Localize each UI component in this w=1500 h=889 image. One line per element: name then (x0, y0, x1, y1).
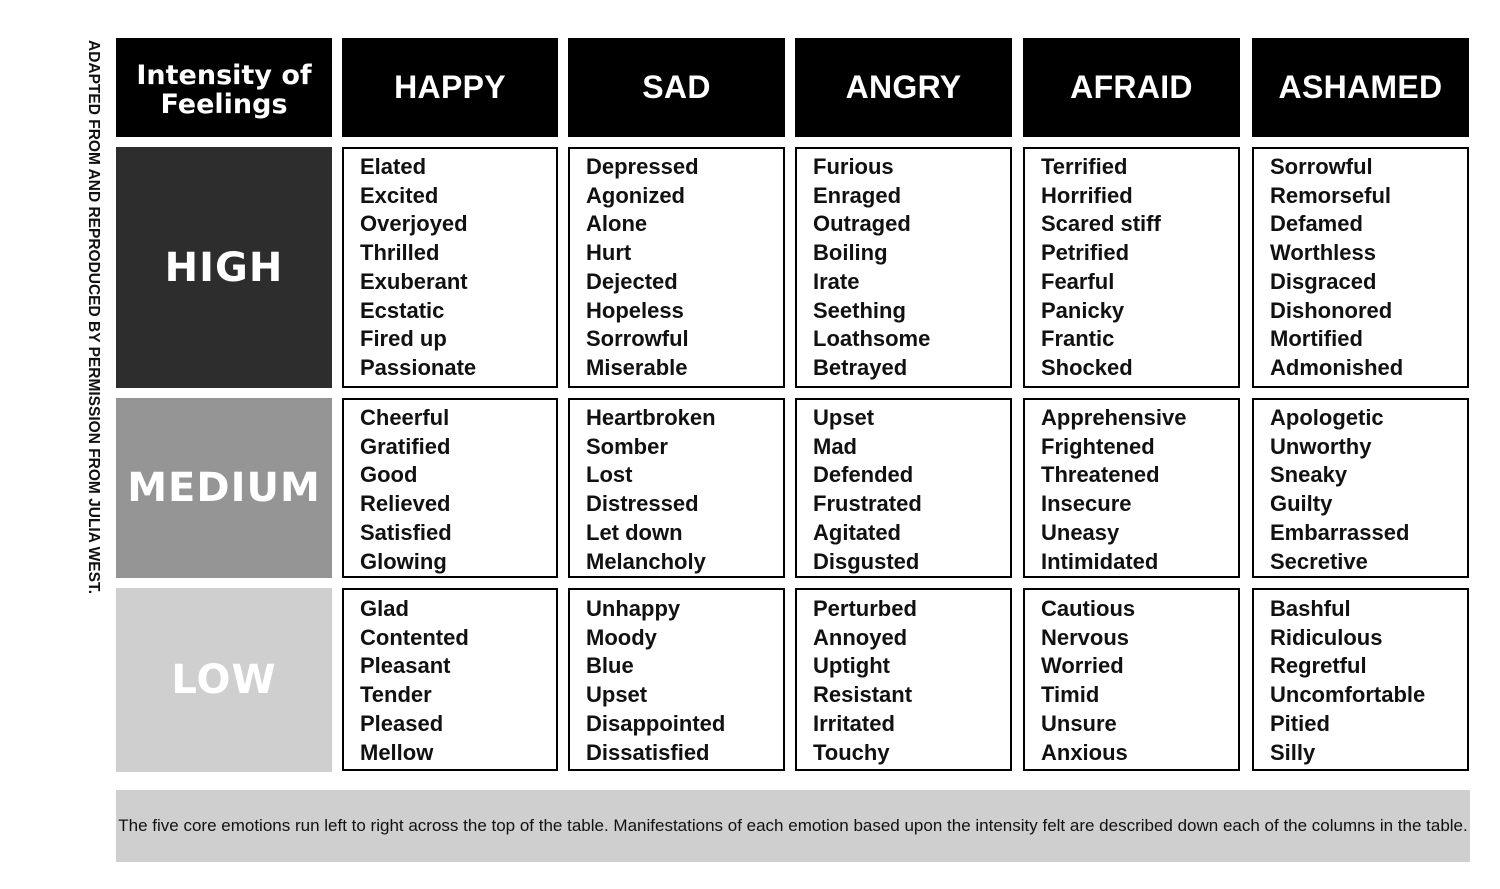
feeling-word: Admonished (1270, 354, 1404, 380)
word-box-medium-ashamed (1252, 398, 1469, 578)
feeling-word: Disgusted (813, 548, 920, 574)
feeling-word: Tender (360, 682, 432, 708)
feeling-word: Horrified (1041, 182, 1133, 208)
feeling-word: Disappointed (586, 710, 726, 736)
word-box-medium-sad (568, 398, 785, 578)
feeling-word: Let down (586, 519, 683, 545)
feeling-word: Melancholy (586, 548, 706, 574)
feeling-word: Irritated (813, 710, 895, 736)
feeling-word: Satisfied (360, 519, 452, 545)
word-box-low-happy (342, 588, 558, 771)
feeling-word: Miserable (586, 354, 688, 380)
feeling-word: Timid (1041, 682, 1100, 708)
feeling-word: Outraged (813, 211, 911, 237)
feeling-word: Agonized (586, 182, 685, 208)
word-list (813, 590, 1010, 767)
intensity-header: Intensity of Feelings (116, 38, 332, 137)
word-list (1041, 400, 1238, 576)
feeling-word: Intimidated (1041, 548, 1159, 574)
feeling-word: Hurt (586, 240, 632, 266)
feeling-word: Contented (360, 624, 469, 650)
feeling-word: Touchy (813, 739, 890, 765)
feeling-word: Panicky (1041, 297, 1125, 323)
feeling-word: Cheerful (360, 405, 450, 430)
emotion-header-happy: HAPPY (342, 38, 558, 137)
feeling-word: Agitated (813, 519, 901, 545)
feeling-word: Embarrassed (1270, 519, 1410, 545)
feeling-word: Mellow (360, 739, 434, 765)
word-box-high-afraid (1023, 147, 1240, 388)
feeling-word: Scared stiff (1041, 211, 1161, 237)
feeling-word: Insecure (1041, 491, 1132, 517)
feeling-word: Nervous (1041, 624, 1130, 650)
feeling-word: Enraged (813, 182, 902, 208)
intensity-label-high: HIGH (116, 147, 332, 388)
feeling-word: Secretive (1270, 548, 1368, 574)
feeling-word: Dissatisfied (586, 739, 710, 765)
word-list (1270, 400, 1467, 576)
feeling-word: Somber (586, 433, 668, 459)
feeling-word: Moody (586, 624, 657, 650)
word-list (360, 149, 556, 383)
word-list (1041, 590, 1238, 767)
word-box-medium-angry (795, 398, 1012, 578)
feeling-word: Unhappy (586, 596, 681, 621)
feeling-word: Terrified (1041, 154, 1128, 179)
feeling-word: Frightened (1041, 433, 1155, 459)
feeling-word: Loathsome (813, 326, 931, 352)
feeling-word: Excited (360, 182, 439, 208)
footer-caption (116, 790, 1470, 862)
feeling-word: Regretful (1270, 653, 1367, 679)
feeling-word: Bashful (1270, 596, 1351, 621)
feeling-word: Sneaky (1270, 462, 1348, 488)
feeling-word: Gratified (360, 433, 451, 459)
feeling-word: Uneasy (1041, 519, 1120, 545)
feeling-word: Dishonored (1270, 297, 1393, 323)
feeling-word: Depressed (586, 154, 699, 179)
footer-text: The five core emotions run left to right across the top of the table. Manifestations of each emotion based upon the intensity felt are described down each of the columns in the table. (118, 816, 1468, 835)
feeling-word: Unsure (1041, 710, 1117, 736)
word-list (360, 400, 556, 576)
feeling-word: Apprehensive (1041, 405, 1187, 430)
feeling-word: Worried (1041, 653, 1124, 679)
feeling-word: Mortified (1270, 326, 1363, 352)
feeling-word: Disgraced (1270, 268, 1377, 294)
feeling-word: Good (360, 462, 418, 488)
feeling-word: Pleased (360, 710, 444, 736)
attribution-note: ADAPTED FROM AND REPRODUCED BY PERMISSION FROM JULIA WEST. (85, 40, 102, 595)
word-box-low-sad (568, 588, 785, 771)
feeling-word: Resistant (813, 682, 913, 708)
word-box-low-angry (795, 588, 1012, 771)
feeling-word: Annoyed (813, 624, 908, 650)
feeling-word: Guilty (1270, 491, 1333, 517)
feeling-word: Cautious (1041, 596, 1136, 621)
feeling-word: Glowing (360, 548, 447, 574)
feeling-word: Silly (1270, 739, 1316, 765)
feeling-word: Pitied (1270, 710, 1330, 736)
emotion-header-ashamed: ASHAMED (1252, 38, 1469, 137)
word-box-high-angry (795, 147, 1012, 388)
feeling-word: Upset (813, 405, 875, 430)
word-box-medium-happy (342, 398, 558, 578)
feeling-word: Sorrowful (586, 326, 689, 352)
feeling-word: Remorseful (1270, 182, 1392, 208)
feeling-word: Frantic (1041, 326, 1115, 352)
word-box-low-afraid (1023, 588, 1240, 771)
feeling-word: Alone (586, 211, 648, 237)
word-list (1041, 149, 1238, 383)
feeling-word: Passionate (360, 354, 477, 380)
feeling-word: Defamed (1270, 211, 1363, 237)
feeling-word: Fearful (1041, 268, 1115, 294)
feeling-word: Anxious (1041, 739, 1128, 765)
feeling-word: Dejected (586, 268, 678, 294)
feeling-word: Uncomfortable (1270, 682, 1426, 708)
feeling-word: Apologetic (1270, 405, 1384, 430)
feeling-word: Defended (813, 462, 914, 488)
feeling-word: Uptight (813, 653, 890, 679)
word-list (360, 590, 556, 767)
feeling-word: Distressed (586, 491, 699, 517)
feeling-word: Irate (813, 268, 860, 294)
feeling-word: Exuberant (360, 268, 468, 294)
feeling-word: Threatened (1041, 462, 1160, 488)
feeling-word: Furious (813, 154, 894, 179)
feeling-word: Betrayed (813, 354, 908, 380)
word-box-medium-afraid (1023, 398, 1240, 578)
feeling-word: Lost (586, 462, 633, 488)
feeling-word: Hopeless (586, 297, 684, 323)
feeling-word: Overjoyed (360, 211, 468, 237)
word-list (586, 590, 783, 767)
emotion-header-sad: SAD (568, 38, 785, 137)
emotion-header-afraid: AFRAID (1023, 38, 1240, 137)
feeling-word: Elated (360, 154, 427, 179)
feeling-word: Unworthy (1270, 433, 1372, 459)
feeling-word: Petrified (1041, 240, 1130, 266)
feeling-word: Heartbroken (586, 405, 716, 430)
word-list (586, 149, 783, 383)
word-box-high-ashamed (1252, 147, 1469, 388)
feeling-word: Perturbed (813, 596, 917, 621)
word-box-low-ashamed (1252, 588, 1469, 771)
feeling-word: Seething (813, 297, 906, 323)
intensity-label-medium: MEDIUM (116, 398, 332, 578)
feeling-word: Sorrowful (1270, 154, 1373, 179)
feeling-word: Thrilled (360, 240, 440, 266)
feeling-word: Upset (586, 682, 648, 708)
feeling-word: Fired up (360, 326, 447, 352)
feeling-word: Blue (586, 653, 634, 679)
intensity-label-low: LOW (116, 588, 332, 772)
word-list (813, 149, 1010, 383)
feeling-word: Boiling (813, 240, 888, 266)
feeling-word: Pleasant (360, 653, 451, 679)
word-list (1270, 590, 1467, 767)
word-list (1270, 149, 1467, 383)
word-box-high-happy (342, 147, 558, 388)
feeling-word: Glad (360, 596, 409, 621)
feeling-word: Mad (813, 433, 857, 459)
feeling-word: Frustrated (813, 491, 922, 517)
word-list (813, 400, 1010, 576)
feeling-word: Ecstatic (360, 297, 445, 323)
feeling-word: Ridiculous (1270, 624, 1383, 650)
feeling-word: Shocked (1041, 354, 1133, 380)
feeling-word: Relieved (360, 491, 451, 517)
emotion-header-angry: ANGRY (795, 38, 1012, 137)
feeling-word: Worthless (1270, 240, 1376, 266)
word-list (586, 400, 783, 576)
word-box-high-sad (568, 147, 785, 388)
